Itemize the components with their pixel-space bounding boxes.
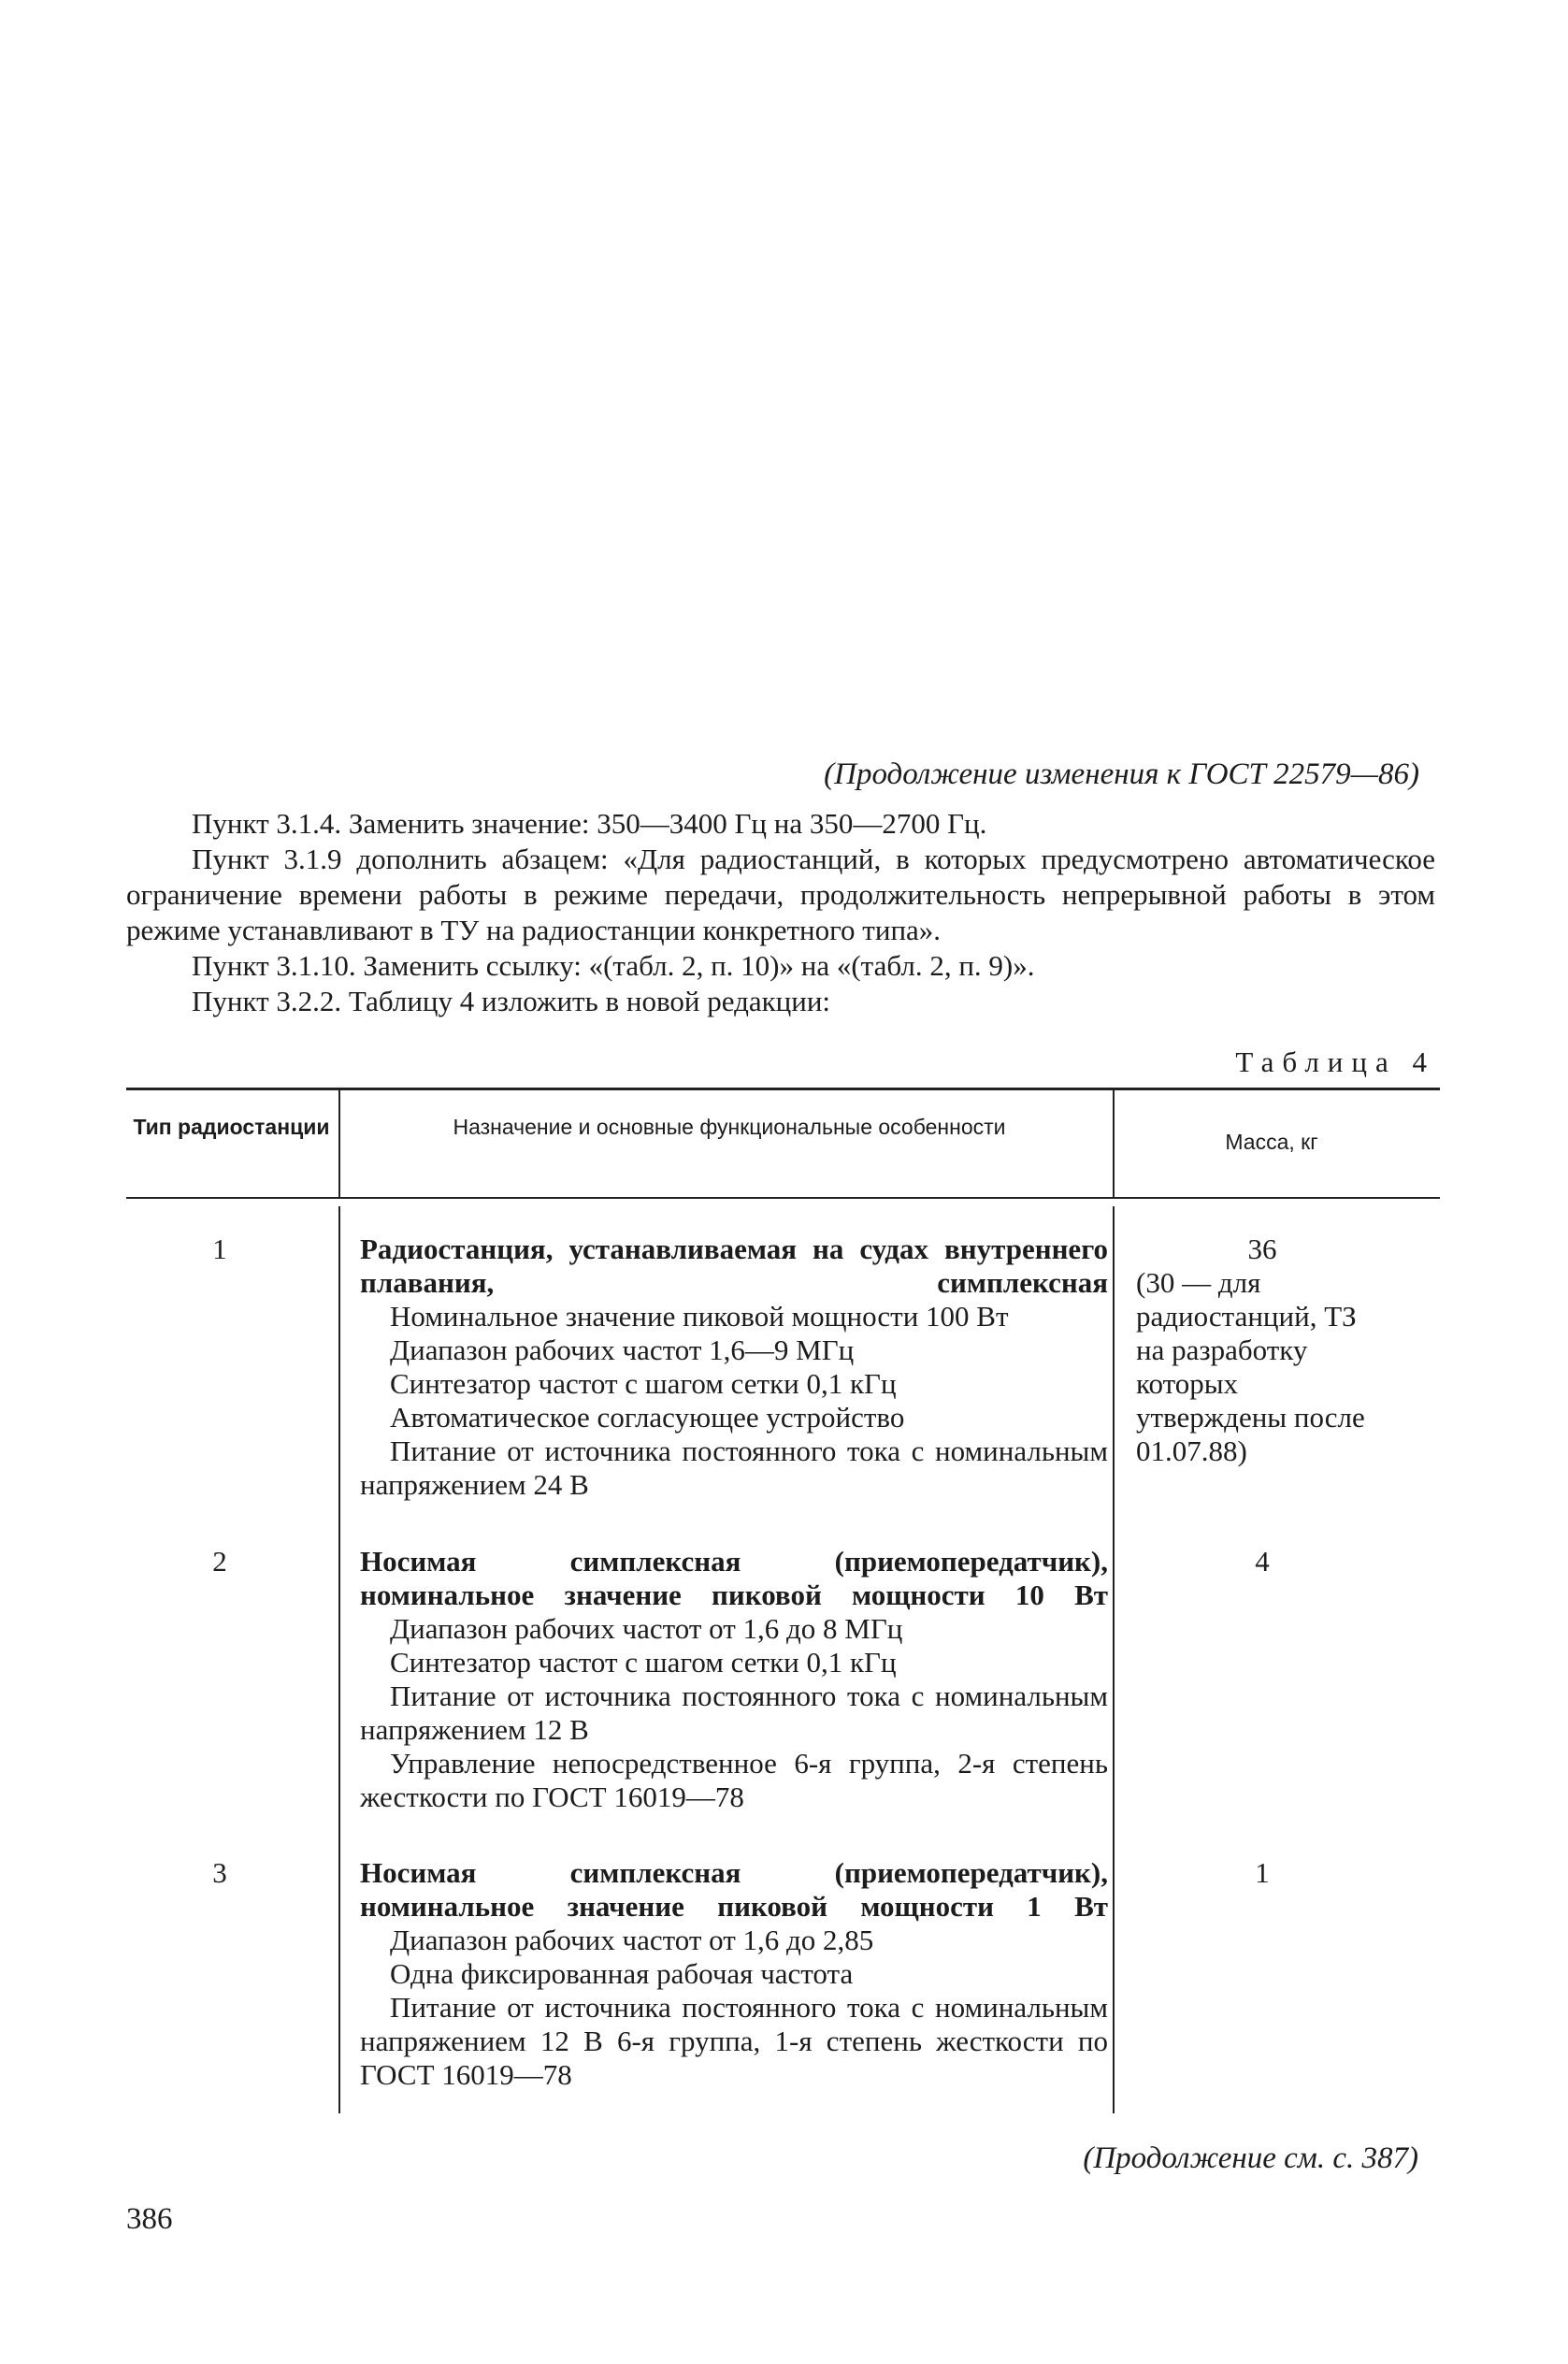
row-1-mass <box>1136 1232 1388 1468</box>
header-purpose: Назначение и основные функциональные особенности <box>453 1115 1006 1139</box>
page-number: 386 <box>126 2202 173 2236</box>
table-top-rule <box>126 1088 1440 1090</box>
row-3-description <box>360 1856 1108 2092</box>
paragraph-3-1-4: Пункт 3.1.4. Заменить значение: 350—3400 Гц на 350—2700 Гц. <box>192 807 987 840</box>
row-1-title: Радиостанция, устанавливаемая на судах внутреннего плавания, симплексная <box>360 1232 1108 1299</box>
row-1-line: Питание от источника постоянного тока с номинальным напряжением 24 В <box>360 1434 1108 1501</box>
row-2-line: Управление непосредственное 6-я группа, 2-я степень жесткости по ГОСТ 16019—78 <box>360 1747 1108 1813</box>
row-3-title: Носимая симплексная (приемопередатчик), номинальное значение пиковой мощности 1 Вт <box>360 1856 1108 1923</box>
table-label: Таблица 4 <box>1235 1045 1435 1078</box>
amendment-text <box>126 806 1435 1019</box>
row-2-line: Питание от источника постоянного тока с номинальным напряжением 12 В <box>360 1679 1108 1746</box>
row-2-mass-value: 4 <box>1255 1545 1270 1578</box>
row-1-type: 1 <box>212 1232 227 1265</box>
row-1-line: Диапазон рабочих частот 1,6—9 МГц <box>390 1333 855 1366</box>
paragraph-3-1-10: Пункт 3.1.10. Заменить ссылку: «(табл. 2, п. 10)» на «(табл. 2, п. 9)». <box>192 949 1035 982</box>
row-3-line: Одна фиксированная рабочая частота <box>390 1957 854 1990</box>
table-header-rule <box>126 1197 1440 1199</box>
row-1-line: Автоматическое согласующее устройство <box>390 1401 905 1434</box>
paragraph-3-1-9: Пункт 3.1.9 дополнить абзацем: «Для радиостанций, в которых предусмотрено автоматическое ограничение времени работы в режиме передачи, продолжительность непрерывной работы в этом режиме устанавливают в ТУ на радиостанции конкретного типа». <box>126 843 1435 946</box>
row-1-mass-value: 36 <box>1247 1232 1277 1265</box>
row-3-line: Питание от источника постоянного тока с номинальным напряжением 12 В 6-я группа, 1-я степень жесткости по ГОСТ 16019—78 <box>360 1991 1108 2091</box>
row-1-mass-note: (30 — для радиостанций, ТЗ на разработку которых утверждены после 01.07.88) <box>1136 1266 1365 1467</box>
continuation-note: (Продолжение см. с. 387) <box>1083 2141 1418 2175</box>
row-2-type: 2 <box>212 1545 227 1578</box>
header-mass: Масса, кг <box>1225 1130 1318 1154</box>
paragraph-3-2-2: Пункт 3.2.2. Таблицу 4 изложить в новой редакции: <box>192 985 831 1017</box>
row-2-line: Синтезатор частот с шагом сетки 0,1 кГц <box>390 1646 897 1679</box>
row-2-mass <box>1136 1545 1388 1578</box>
row-1-line: Номинальное значение пиковой мощности 100 Вт <box>390 1300 1009 1333</box>
row-3-line: Диапазон рабочих частот от 1,6 до 2,85 <box>390 1924 874 1956</box>
row-3-mass <box>1136 1856 1388 1890</box>
body-divider-1 <box>338 1206 340 2113</box>
running-header: (Продолжение изменения к ГОСТ 22579—86) <box>824 757 1419 791</box>
row-1-line: Синтезатор частот с шагом сетки 0,1 кГц <box>390 1367 897 1400</box>
row-2-description <box>360 1545 1108 1814</box>
row-2-line: Диапазон рабочих частот от 1,6 до 8 МГц <box>390 1612 903 1645</box>
header-divider-1 <box>338 1090 340 1197</box>
row-1-description <box>360 1232 1108 1502</box>
body-divider-2 <box>1113 1206 1115 2113</box>
header-divider-2 <box>1113 1090 1115 1197</box>
row-3-type: 3 <box>212 1856 227 1889</box>
row-2-title: Носимая симплексная (приемопередатчик), номинальное значение пиковой мощности 10 Вт <box>360 1545 1108 1611</box>
header-type: Тип радиостанции <box>133 1115 330 1139</box>
row-3-mass-value: 1 <box>1255 1856 1270 1889</box>
